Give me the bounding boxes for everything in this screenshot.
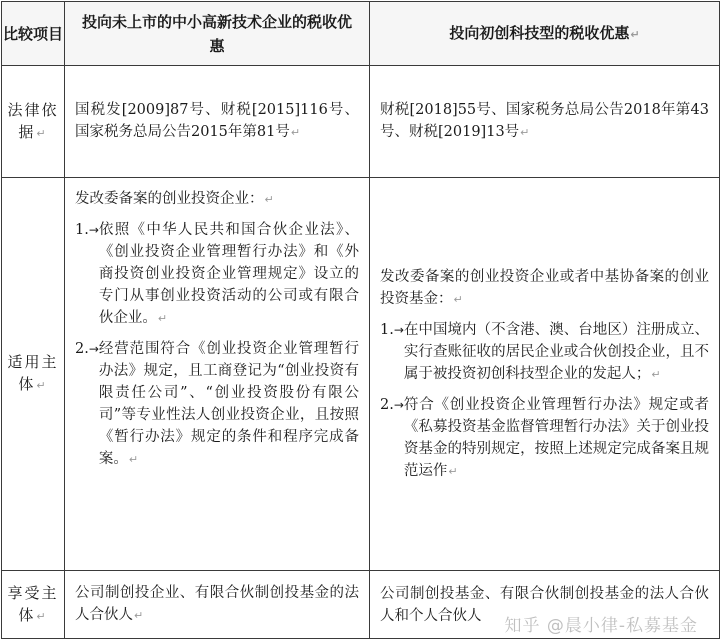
cell-beneficiary-startup: 公司制创投基金、有限合伙制创投基金的法人合伙人和个人合伙人: [370, 571, 720, 639]
list-item: 1.→ 依照《中华人民共和国合伙企业法》、《创业投资企业管理暂行办法》和《外商投资创业投资企业管理规定》设立的专门从事创业投资活动的公司或有限合伙企业。↵: [75, 222, 359, 326]
list-item: 1.→ 在中国境内（不含港、澳、台地区）注册成立、实行查账征收的居民企业或合伙创投企业，且不属于被投资初创科技型企业的发起人；↵: [380, 321, 709, 382]
cell-legal-basis-startup: 财税[2018]55号、国家税务总局公告2018年第43号、财税[2019]13号↵: [370, 66, 720, 178]
list-item: 2.→ 经营范围符合《创业投资企业管理暂行办法》规定，且工商登记为“创业投资有限责任公司”、“创业投资股份有限公司”等专业性法人创业投资企业，且按照《暂行办法》规定的条件和程序完成备案。↵: [75, 341, 359, 467]
startup-intro: 发改委备案的创业投资企业或者中基协备案的创业投资基金：↵: [380, 268, 709, 307]
row-label-beneficiary: 享受主体↵: [2, 571, 65, 639]
startup-criteria-list: [380, 319, 709, 483]
comparison-table: [1, 1, 720, 639]
table-row-applicable-subject: [2, 178, 720, 571]
row-label-legal-basis: 法律依据↵: [2, 66, 65, 178]
table-header-row: [2, 2, 720, 66]
sme-intro: 发改委备案的创业投资企业：↵: [75, 191, 274, 207]
header-compare-item: 比较项目: [2, 2, 65, 66]
cell-legal-basis-sme: 国税发[2009]87号、财税[2015]116号、国家税务总局公告2015年第81号↵: [65, 66, 370, 178]
cell-beneficiary-sme: 公司制创投企业、有限合伙制创投基金的法人合伙人↵: [65, 571, 370, 639]
header-sme-hightech: 投向未上市的中小高新技术企业的税收优惠: [65, 2, 370, 66]
watermark: 知乎 @晨小律-私募基金: [504, 616, 698, 636]
cell-applicable-subject-sme: [65, 178, 370, 571]
header-startup-tech: 投向初创科技型的税收优惠↵: [370, 2, 720, 66]
list-item: 2.→ 符合《创业投资企业管理暂行办法》规定或者《私募投资基金监督管理暂行办法》关于创业投资基金的特别规定，按照上述规定完成备案且规范运作↵: [380, 396, 709, 479]
cell-applicable-subject-startup: [370, 178, 720, 571]
sme-criteria-list: [75, 219, 359, 471]
row-label-applicable-subject: 适用主体↵: [2, 178, 65, 571]
table-row-legal-basis: [2, 66, 720, 178]
